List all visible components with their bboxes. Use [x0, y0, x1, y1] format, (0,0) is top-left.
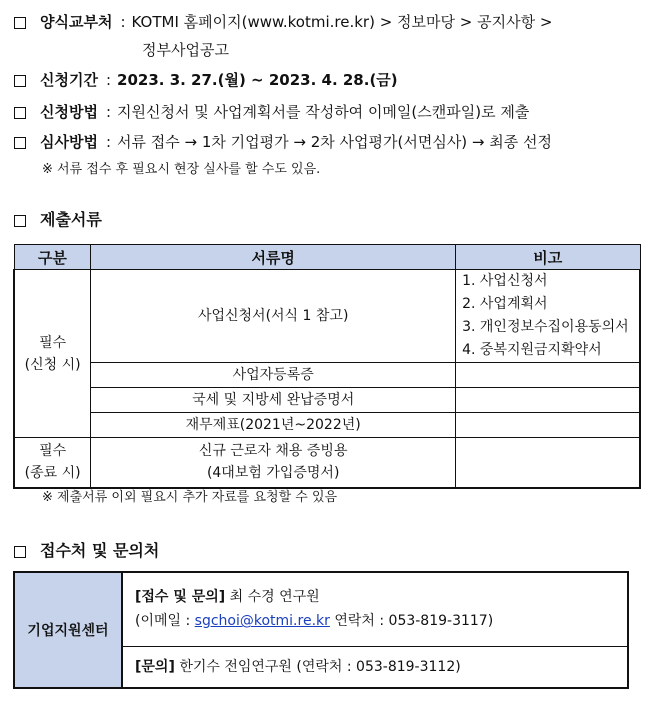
info-org-row: 양식교부처 : KOTMI 홈페이지(www.kotmi.re.kr) > 정보마당 > 공지사항 > [14, 12, 552, 32]
docs-note: ※ 제출서류 이외 필요시 추가 자료를 요청할 수 있음 [42, 490, 338, 505]
group1-sub: (신청 시) [24, 356, 81, 373]
checkbox-square-icon [14, 17, 26, 29]
info-review-row: 심사방법 : 서류 접수 → 1차 기업평가 → 2차 사업평가(서면심사) → 최종 선정 [14, 132, 552, 152]
checkbox-square-icon [14, 107, 26, 119]
doc-business-registration: 사업자등록증 [91, 363, 456, 388]
table-header-doc: 서류명 [91, 245, 456, 270]
info-method-row: 신청방법 : 지원신청서 및 사업계획서를 작성하여 이메일(스캔파일)로 제출 [14, 102, 529, 122]
group-required-apply [14, 270, 91, 438]
info-review-value: 서류 접수 → 1차 기업평가 → 2차 사업평가(서면심사) → 최종 선정 [117, 133, 552, 151]
doc-remarks-empty [456, 438, 640, 488]
contact-heading-text: 접수처 및 문의처 [40, 541, 160, 560]
remark-item: 2. 사업계획서 [462, 296, 548, 312]
info-method-value: 지원신청서 및 사업계획서를 작성하여 이메일(스캔파일)로 제출 [117, 103, 530, 121]
table-row [14, 413, 640, 438]
info-period-row: 신청기간 : 2023. 3. 27.(월) ~ 2023. 4. 28.(금) [14, 70, 398, 90]
doc5-line1: 신규 근로자 채용 증빙용 [198, 443, 348, 460]
contact-table [13, 571, 629, 689]
doc-application: 사업신청서(서식 1 참고) [91, 270, 456, 363]
contact-row-primary [122, 572, 628, 646]
contact-secondary-text: 한기수 전임연구원 (연락처 : 053-819-3112) [179, 658, 461, 675]
info-org-value-cont: 정부사업공고 [142, 41, 229, 59]
remark-item: 3. 개인정보수집이용동의서 [462, 319, 629, 335]
table-header-row [14, 245, 640, 270]
remark-item: 1. 사업신청서 [462, 273, 548, 289]
info-review-note: ※ 서류 접수 후 필요시 현장 실사를 할 수도 있음. [42, 162, 321, 177]
info-method-label: 신청방법 [40, 103, 98, 121]
contact-primary-line1 [135, 585, 627, 609]
doc-employment-proof [91, 438, 456, 488]
info-org-label: 양식교부처 [40, 13, 113, 31]
contact-email-link[interactable]: sgchoi@kotmi.re.kr [194, 613, 330, 630]
info-org-value: KOTMI 홈페이지(www.kotmi.re.kr) > 정보마당 > 공지사항 > [131, 13, 553, 31]
contact-primary-name: 최 수경 연구원 [229, 589, 320, 606]
table-row [14, 388, 640, 413]
contact-primary-tag: [접수 및 문의] [135, 589, 226, 606]
info-period-value: 2023. 3. 27.(월) ~ 2023. 4. 28.(금) [117, 71, 398, 89]
doc-remarks-empty [456, 388, 640, 413]
checkbox-square-icon [14, 137, 26, 149]
checkbox-square-icon [14, 75, 26, 87]
contact-secondary-tag: [문의] [135, 658, 175, 675]
table-header-category: 구분 [14, 245, 91, 270]
doc-tax-certificate: 국세 및 지방세 완납증명서 [91, 388, 456, 413]
info-period-label: 신청기간 [40, 71, 98, 89]
contact-primary-phone: 연락처 : 053-819-3117) [334, 613, 494, 630]
doc-remarks-empty [456, 413, 640, 438]
doc-remarks-empty [456, 363, 640, 388]
contact-email-prefix: (이메일 : [135, 613, 191, 630]
contact-row-secondary [122, 646, 628, 688]
group2-sub: (종료 시) [24, 465, 81, 482]
contact-heading [14, 538, 159, 561]
checkbox-square-icon [14, 546, 26, 558]
doc-financial-statements: 재무제표(2021년~2022년) [91, 413, 456, 438]
contact-center: 기업지원센터 [14, 572, 122, 688]
table-header-remarks: 비고 [456, 245, 640, 270]
contact-primary-line2 [135, 609, 627, 633]
table-row [14, 438, 640, 488]
table-row [14, 270, 640, 363]
group2-label: 필수 [39, 443, 67, 460]
checkbox-square-icon [14, 215, 26, 227]
doc-application-remarks [456, 270, 640, 363]
info-review-label: 심사방법 [40, 133, 98, 151]
remark-item: 4. 중복지원금지확약서 [462, 342, 602, 358]
docs-heading-text: 제출서류 [40, 210, 102, 229]
group1-label: 필수 [39, 334, 67, 351]
table-row [14, 363, 640, 388]
doc5-line2: (4대보험 가입증명서) [206, 465, 340, 482]
table-row [14, 572, 628, 646]
group-required-end [14, 438, 91, 488]
docs-table [13, 244, 641, 489]
docs-heading [14, 207, 102, 230]
